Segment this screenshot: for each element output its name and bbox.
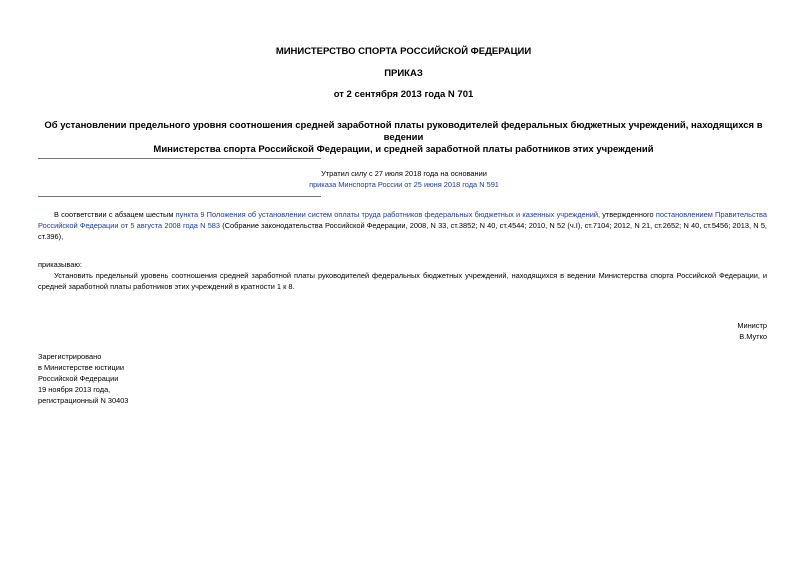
registration-line: в Министерстве юстиции <box>38 363 125 372</box>
status-note-text: Утратил силу с 27 июля 2018 года на основании <box>321 169 487 178</box>
separator-top <box>38 158 321 159</box>
registration-line: Российской Федерации <box>38 374 119 383</box>
registration-line: 19 ноября 2013 года, <box>38 385 111 394</box>
status-note-link[interactable]: приказа Минспорта России от 25 июня 2018 года N 591 <box>309 180 499 189</box>
document-type: ПРИКАЗ <box>384 68 423 79</box>
document-title <box>40 120 767 156</box>
document-date-number: от 2 сентября 2013 года N 701 <box>333 89 474 100</box>
status-note <box>300 168 508 190</box>
registration-block <box>38 351 128 406</box>
signature-position: Министр <box>737 321 767 330</box>
signature-name: В.Мутко <box>739 332 767 341</box>
order-paragraph: Установить предельный уровень соотношения средней заработной платы руководителей федеральных бюджетных учреждений, находящихся в ведении Министерства спорта Российской Федерации, и средней заработной платы работников этих учреждений в кратности 1 к 8. <box>38 271 767 291</box>
separator-bottom <box>38 196 321 197</box>
ministry-heading: МИНИСТЕРСТВО СПОРТА РОССИЙСКОЙ ФЕДЕРАЦИИ <box>275 46 532 57</box>
order-word: приказываю: <box>38 260 82 269</box>
registration-line: регистрационный N 30403 <box>38 396 129 405</box>
title-line-1: Об установлении предельного уровня соотношения средней заработной платы руководителей федеральных бюджетных учреждений, находящихся в ведении <box>44 120 763 143</box>
preamble-text-1: В соответствии с абзацем шестым <box>54 210 176 219</box>
preamble-link-decree[interactable]: постановлением Правительства Российской Федерации от 5 августа 2008 года N 583 <box>38 210 768 230</box>
signature-block <box>737 320 767 342</box>
preamble-link-clause[interactable]: пункта 9 Положения об установлении систем оплаты труда работников федеральных бюджетных и казенных учреждений <box>175 210 598 219</box>
registration-line: Зарегистрировано <box>38 352 102 361</box>
preamble-text-3: (Собрание законодательства Российской Федерации, 2008, N 33, ст.3852; N 40, ст.4544; 2010, N 52 (ч.I), ст.7104; 2012, N 21, ст.2652; N 40, ст.5456; 2013, N 5, ст.396), <box>38 221 767 241</box>
title-line-2: Министерства спорта Российской Федерации, и средней заработной платы работников этих учреждений <box>153 144 654 155</box>
preamble-text-2: , утвержденного <box>597 210 656 219</box>
preamble-paragraph <box>38 209 767 242</box>
